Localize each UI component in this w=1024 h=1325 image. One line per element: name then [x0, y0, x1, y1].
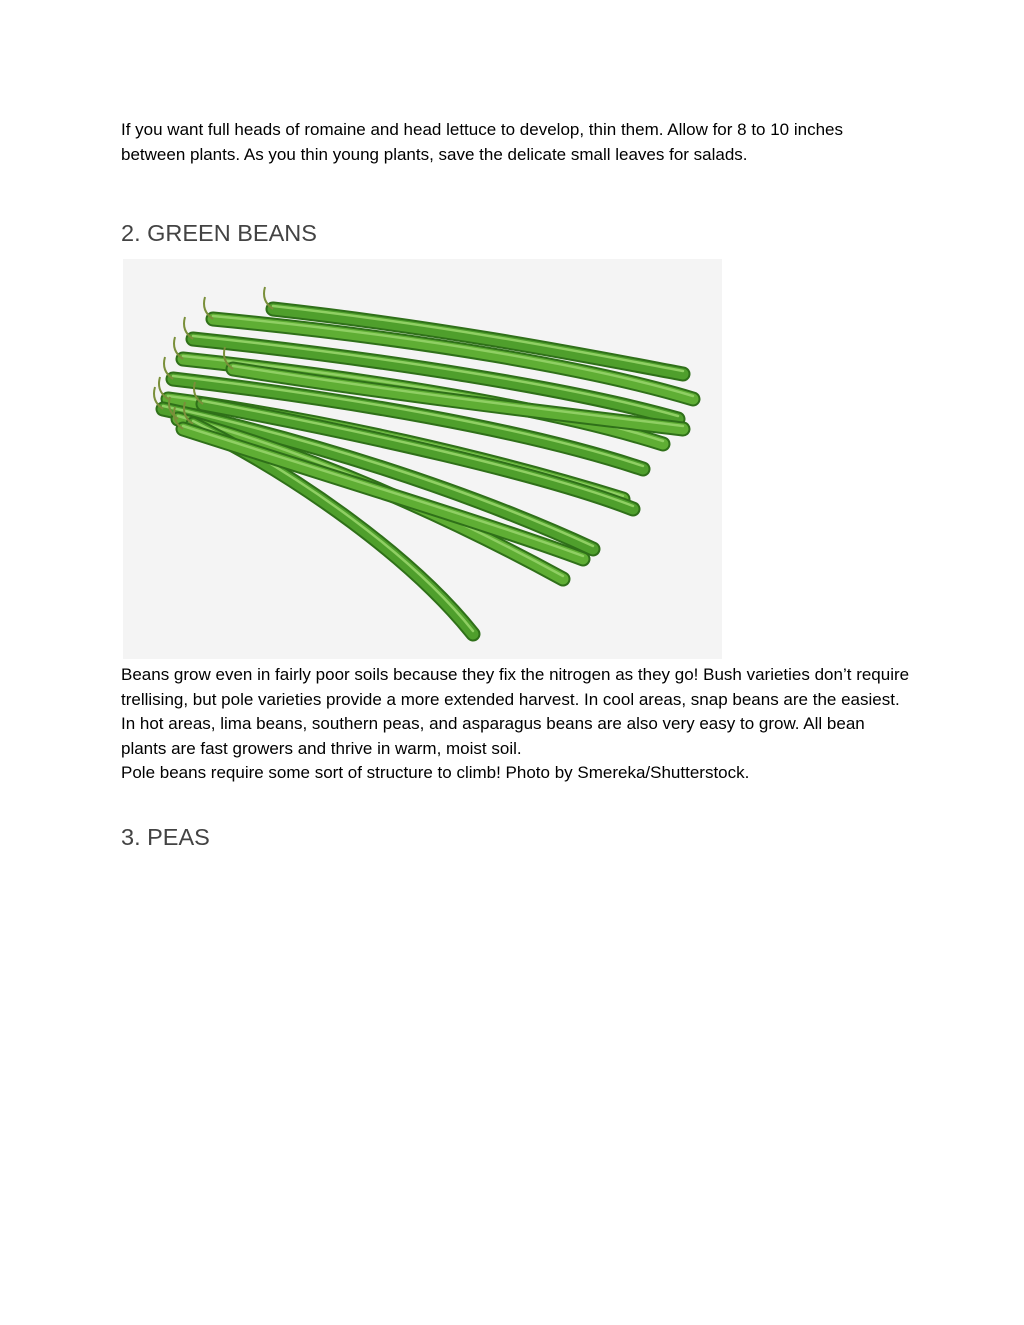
green-beans-body-text: Beans grow even in fairly poor soils because they fix the nitrogen as they go! Bush varieties don’t require trellising, but pole varieties provide a more extended harvest. In cool areas, snap beans are the easiest. In hot areas, lima beans, southern peas, and asparagus beans are also very easy to grow. All bean plants are fast growers and thrive in warm, moist soil.: [121, 665, 910, 758]
green-beans-illustration: [123, 259, 722, 659]
photo-caption: Pole beans require some sort of structure to climb! Photo by Smereka/Shutterstock.: [121, 763, 750, 782]
section-heading-peas: 3. PEAS: [121, 823, 210, 850]
bean-pods: [154, 287, 693, 634]
green-beans-photo: [123, 259, 722, 659]
document-page: [121, 118, 911, 852]
intro-paragraph: If you want full heads of romaine and head lettuce to develop, thin them. Allow for 8 to 10 inches between plants. As you thin young plants, save the delicate small leaves for salads.: [121, 120, 844, 164]
bean-pod: [273, 309, 683, 374]
section-heading-green-beans: 2. GREEN BEANS: [121, 220, 317, 246]
green-beans-paragraph: [121, 663, 911, 786]
